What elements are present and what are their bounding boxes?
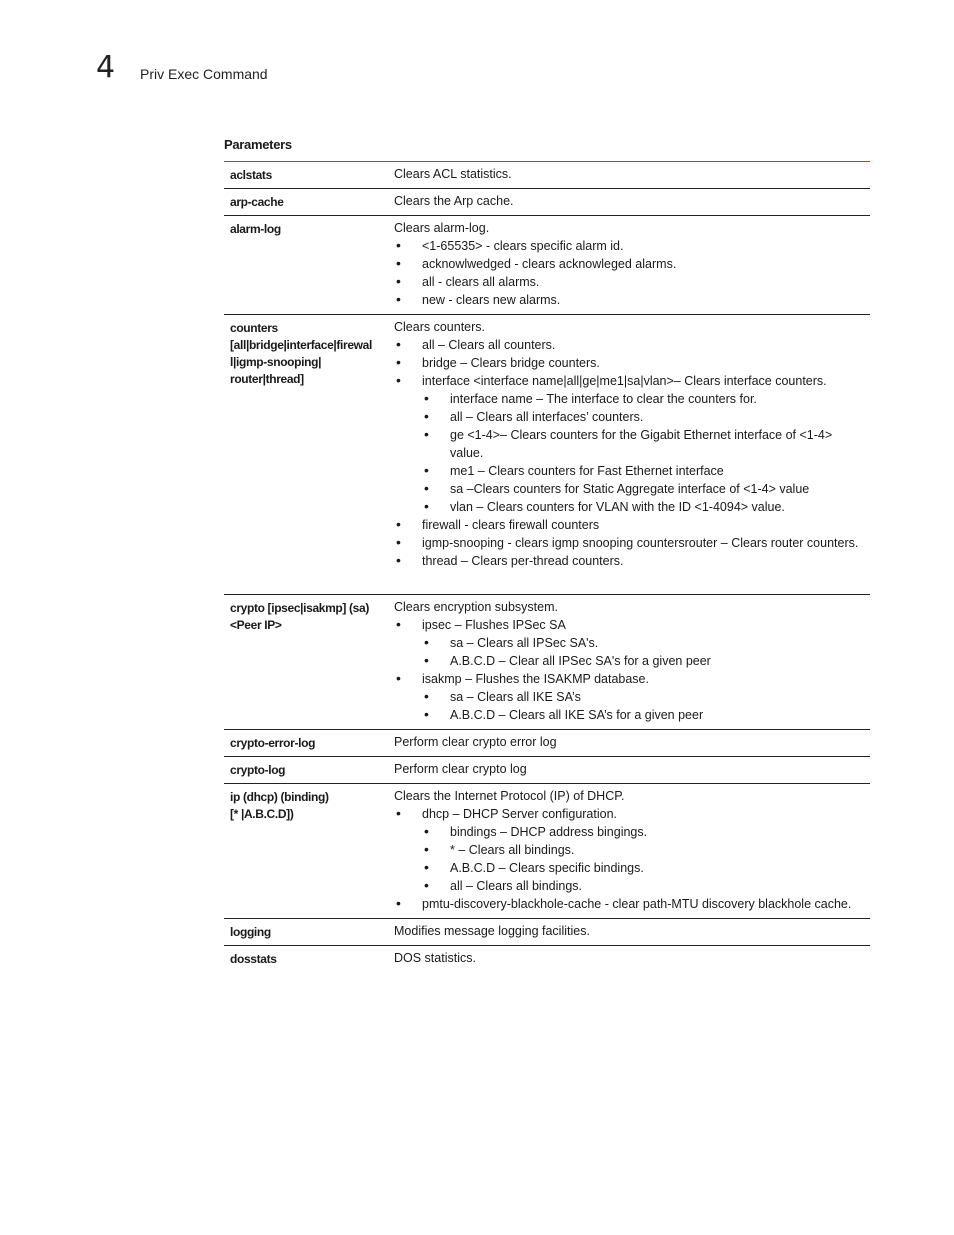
table-row: [224, 757, 870, 784]
description-text: Clears alarm-log.: [394, 221, 490, 235]
bullet-icon: •: [396, 516, 401, 532]
bullet-icon: •: [424, 634, 429, 650]
table-row: [224, 919, 870, 946]
description-text: DOS statistics.: [394, 951, 476, 965]
bullet-icon: •: [424, 841, 429, 857]
list-item: [394, 516, 866, 534]
list-item-text: ipsec – Flushes IPSec SA: [422, 618, 566, 632]
bullet-icon: •: [424, 652, 429, 668]
bullet-icon: •: [396, 895, 401, 911]
table-row: [224, 216, 870, 315]
parameter-description: [388, 784, 870, 918]
list-item: [394, 895, 866, 913]
list-item-text: isakmp – Flushes the ISAKMP database.: [422, 672, 649, 686]
bullet-icon: •: [396, 336, 401, 352]
sub-list-item-text: ge <1-4>– Clears counters for the Gigabit Ethernet interface of <1-4> value.: [450, 428, 833, 460]
section-title: Parameters: [224, 137, 292, 152]
list-item: [394, 670, 866, 724]
list-item: [394, 534, 866, 552]
description-text: Clears counters.: [394, 320, 486, 334]
list-item-text: bridge – Clears bridge counters.: [422, 356, 600, 370]
description-text: Perform clear crypto log: [394, 762, 527, 776]
parameter-name: crypto-error-log: [230, 736, 316, 750]
sub-list-item: [422, 859, 866, 877]
list-item-text: thread – Clears per-thread counters.: [422, 554, 624, 568]
description-text: Clears the Arp cache.: [394, 194, 514, 208]
list-item-text: igmp-snooping - clears igmp snooping countersrouter – Clears router counters.: [422, 536, 859, 550]
sub-bullet-list: [422, 390, 866, 516]
bullet-icon: •: [424, 877, 429, 893]
sub-bullet-list: [422, 634, 866, 670]
sub-list-item-text: A.B.C.D – Clear all IPSec SA's for a given peer: [450, 654, 711, 668]
sub-list-item-text: all – Clears all interfaces’ counters.: [450, 410, 644, 424]
sub-list-item: [422, 462, 866, 480]
parameter-name: ip (dhcp) (binding) [* |A.B.C.D]): [230, 790, 329, 821]
parameter-description: [388, 216, 870, 314]
description-text: Clears ACL statistics.: [394, 167, 512, 181]
sub-list-item: [422, 706, 866, 724]
table-row: [224, 784, 870, 919]
sub-list-item-text: sa –Clears counters for Static Aggregate interface of <1-4> value: [450, 482, 810, 496]
parameter-name: dosstats: [230, 952, 277, 966]
sub-list-item: [422, 498, 866, 516]
bullet-icon: •: [424, 498, 429, 514]
list-item: [394, 616, 866, 670]
sub-list-item-text: sa – Clears all IKE SA’s: [450, 690, 581, 704]
list-item-text: pmtu-discovery-blackhole-cache - clear path-MTU discovery blackhole cache.: [422, 897, 852, 911]
sub-list-item-text: all – Clears all bindings.: [450, 879, 583, 893]
sub-list-item: [422, 634, 866, 652]
bullet-icon: •: [424, 390, 429, 406]
sub-list-item-text: interface name – The interface to clear the counters for.: [450, 392, 757, 406]
sub-list-item-text: bindings – DHCP address bingings.: [450, 825, 648, 839]
bullet-list: [394, 616, 866, 724]
sub-list-item: [422, 823, 866, 841]
bullet-icon: •: [424, 480, 429, 496]
list-item: [394, 805, 866, 895]
bullet-icon: •: [424, 823, 429, 839]
bullet-icon: •: [396, 291, 401, 307]
list-item: [394, 354, 866, 372]
sub-list-item: [422, 877, 866, 895]
sub-list-item: [422, 426, 866, 462]
list-item-text: new - clears new alarms.: [422, 293, 561, 307]
parameter-description: [388, 315, 870, 594]
sub-list-item: [422, 390, 866, 408]
table-row: [224, 189, 870, 216]
parameter-description: [388, 189, 870, 215]
parameter-description: [388, 946, 870, 972]
sub-list-item-text: me1 – Clears counters for Fast Ethernet interface: [450, 464, 724, 478]
parameter-name: arp-cache: [230, 195, 284, 209]
table-row: [224, 946, 870, 972]
bullet-icon: •: [424, 859, 429, 875]
bullet-icon: •: [396, 616, 401, 632]
sub-list-item: [422, 652, 866, 670]
list-item: [394, 552, 866, 570]
bullet-icon: •: [396, 273, 401, 289]
bullet-icon: •: [396, 534, 401, 550]
list-item: [394, 273, 866, 291]
bullet-icon: •: [396, 552, 401, 568]
description-text: Clears encryption subsystem.: [394, 600, 558, 614]
sub-bullet-list: [422, 688, 866, 724]
parameter-name: counters [all|bridge|interface|firewal l|igmp-snooping| router|thread]: [230, 321, 372, 386]
list-item-text: all – Clears all counters.: [422, 338, 556, 352]
parameter-name: alarm-log: [230, 222, 281, 236]
table-row: [224, 595, 870, 730]
list-item-text: firewall - clears firewall counters: [422, 518, 600, 532]
description-text: Perform clear crypto error log: [394, 735, 557, 749]
bullet-icon: •: [424, 462, 429, 478]
sub-list-item: [422, 688, 866, 706]
chapter-number: 4: [96, 50, 116, 85]
parameter-name: logging: [230, 925, 271, 939]
table-row: [224, 162, 870, 189]
list-item: [394, 291, 866, 309]
parameter-description: [388, 162, 870, 188]
list-item: [394, 237, 866, 255]
parameter-name: aclstats: [230, 168, 272, 182]
list-item-text: all - clears all alarms.: [422, 275, 540, 289]
list-item-text: dhcp – DHCP Server configuration.: [422, 807, 618, 821]
table-row: [224, 730, 870, 757]
sub-list-item-text: A.B.C.D – Clears specific bindings.: [450, 861, 644, 875]
running-title: Priv Exec Command: [140, 66, 268, 82]
parameter-name: crypto [ipsec|isakmp] (sa) <Peer IP>: [230, 601, 369, 632]
bullet-icon: •: [424, 706, 429, 722]
sub-list-item: [422, 408, 866, 426]
bullet-icon: •: [396, 372, 401, 388]
parameter-description: [388, 595, 870, 729]
parameters-table: [224, 161, 870, 972]
bullet-list: [394, 237, 866, 309]
bullet-icon: •: [396, 670, 401, 686]
bullet-icon: •: [424, 408, 429, 424]
list-item: [394, 255, 866, 273]
bullet-icon: •: [396, 354, 401, 370]
bullet-icon: •: [396, 255, 401, 271]
bullet-icon: •: [396, 805, 401, 821]
sub-list-item: [422, 841, 866, 859]
list-item-text: interface <interface name|all|ge|me1|sa|vlan>– Clears interface counters.: [422, 374, 827, 388]
parameter-description: [388, 919, 870, 945]
list-item: [394, 336, 866, 354]
sub-list-item-text: vlan – Clears counters for VLAN with the ID <1-4094> value.: [450, 500, 785, 514]
table-row: [224, 315, 870, 595]
parameter-name: crypto-log: [230, 763, 286, 777]
sub-list-item: [422, 480, 866, 498]
list-item-text: <1-65535> - clears specific alarm id.: [422, 239, 624, 253]
bullet-list: [394, 336, 866, 570]
sub-list-item-text: sa – Clears all IPSec SA's.: [450, 636, 599, 650]
parameter-description: [388, 730, 870, 756]
description-text: Clears the Internet Protocol (IP) of DHCP.: [394, 789, 625, 803]
bullet-icon: •: [424, 688, 429, 704]
sub-list-item-text: A.B.C.D – Clears all IKE SA’s for a given peer: [450, 708, 704, 722]
bullet-list: [394, 805, 866, 913]
sub-list-item-text: * – Clears all bindings.: [450, 843, 575, 857]
sub-bullet-list: [422, 823, 866, 895]
list-item: [394, 372, 866, 516]
list-item-text: acknowlwedged - clears acknowleged alarms.: [422, 257, 677, 271]
description-text: Modifies message logging facilities.: [394, 924, 590, 938]
bullet-icon: •: [424, 426, 429, 442]
bullet-icon: •: [396, 237, 401, 253]
parameter-description: [388, 757, 870, 783]
